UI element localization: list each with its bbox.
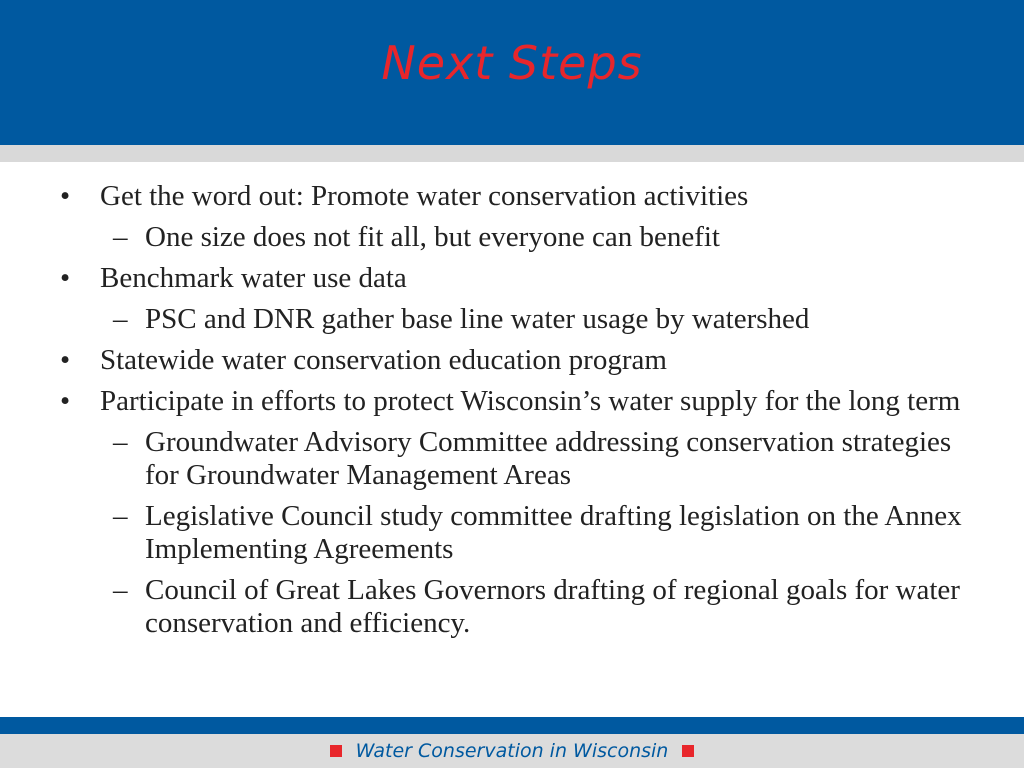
sub-bullet-marker: – xyxy=(113,500,128,532)
footer-square-right-icon xyxy=(682,745,694,757)
sub-bullet-text: Groundwater Advisory Committee addressing conservation strategies for Groundwater Management Areas xyxy=(145,426,952,491)
bullet-marker: • xyxy=(60,344,71,376)
sub-bullet-item xyxy=(105,221,980,254)
sub-bullet-text: PSC and DNR gather base line water usage by watershed xyxy=(145,303,810,335)
bullet-marker: • xyxy=(60,180,71,212)
bullet-text: Get the word out: Promote water conservation activities xyxy=(100,180,749,212)
sub-bullet-marker: – xyxy=(113,426,128,458)
bullet-marker: • xyxy=(60,385,71,417)
sub-bullet-text: Legislative Council study committee drafting legislation on the Annex Implementing Agreements xyxy=(145,500,962,565)
bullet-marker: • xyxy=(60,262,71,294)
header-rule xyxy=(0,145,1024,162)
bullet-item xyxy=(60,385,980,418)
sub-bullet-item xyxy=(105,303,980,336)
sub-bullet-item xyxy=(105,500,980,566)
bullet-text: Statewide water conservation education program xyxy=(100,344,667,376)
bullet-text: Benchmark water use data xyxy=(100,262,407,294)
sub-bullet-marker: – xyxy=(113,303,128,335)
bullet-item xyxy=(60,344,980,377)
sub-bullet-item xyxy=(105,426,980,492)
bullet-list xyxy=(60,180,980,648)
sub-bullet-marker: – xyxy=(113,221,128,253)
footer-text: Water Conservation in Wisconsin xyxy=(355,740,669,762)
sub-bullet-text: Council of Great Lakes Governors drafting of regional goals for water conservation and efficiency. xyxy=(145,574,960,639)
bullet-text: Participate in efforts to protect Wisconsin’s water supply for the long term xyxy=(100,385,961,417)
footer-square-left-icon xyxy=(330,745,342,757)
bullet-item xyxy=(60,180,980,213)
sub-bullet-marker: – xyxy=(113,574,128,606)
sub-bullet-text: One size does not fit all, but everyone can benefit xyxy=(145,221,720,253)
sub-bullet-item xyxy=(105,574,980,640)
bullet-item xyxy=(60,262,980,295)
slide-title: Next Steps xyxy=(381,36,643,90)
footer xyxy=(0,734,1024,768)
footer-band xyxy=(0,717,1024,734)
